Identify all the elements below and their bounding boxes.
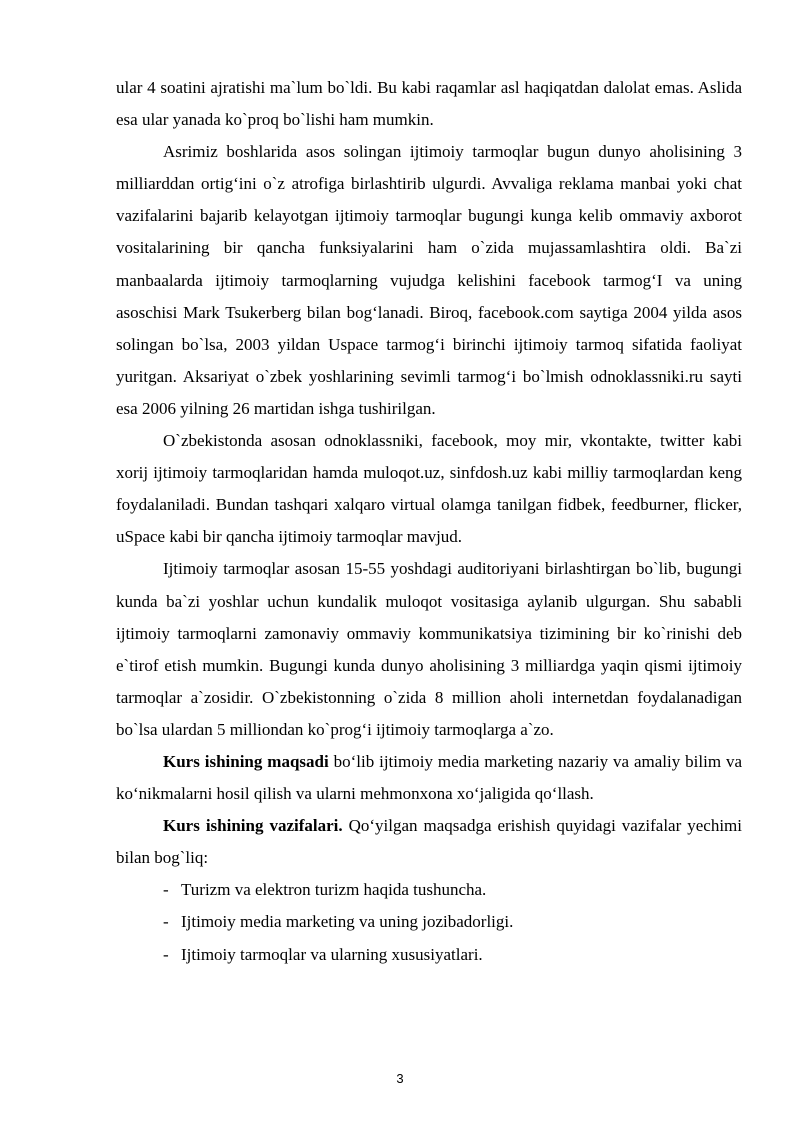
list-item-text: Turizm va elektron turizm haqida tushuncha. [181,880,487,900]
document-body [116,72,742,971]
goal-heading: Kurs ishining maqsadi [163,751,329,771]
list-item-text: Ijtimoiy media marketing va uning jozibadorligi. [181,912,514,932]
list-item [116,939,742,971]
list-item [116,874,742,906]
goal-text: bo‘lib ijtimoiy media marketing nazariy va amaliy bilim va ko‘nikmalarni hosil qilish va ularni mehmonxona xo‘jaligida qo‘llash. [116,751,742,804]
list-dash: - [163,944,169,964]
tasks-heading: Kurs ishining vazifalari. [163,816,343,836]
list-dash: - [163,912,169,932]
paragraph-4: Ijtimoiy tarmoqlar asosan 15-55 yoshdagi auditoriyani birlashtirgan bo`lib, bugungi kunda ba`zi yoshlar uchun kundalik muloqot vositasiga aylanib ulgurgan. Shu sababli ijtimoiy tarmoqlarni zamonaviy ommaviy kommunikatsiya tizimining bir ko`rinishi deb e`tirof etish mumkin. Bugungi kunda dunyo aholisining 3 milliardga yaqin qismi ijtimoiy tarmoqlar a`zosidir. O`zbekistonning o`zida 8 million aholi internetdan foydalanadigan bo`lsa ulardan 5 milliondan ko`prog‘i ijtimoiy tarmoqlarga a`zo. [116,559,742,739]
paragraph-2: Asrimiz boshlarida asos solingan ijtimoiy tarmoqlar bugun dunyo aholisining 3 milliarddan ortig‘ini o`z atrofiga birlashtirib ulgurdi. Avvaliga reklama manbai yoki chat vazifalarini bajarib kelayotgan ijtimoiy tarmoqlar bugungi kunga kelib ommaviy axborot vositalarining bir qancha funksiyalarini ham o`zida mujassamlashtira oldi. Ba`zi manbaalarda ijtimoiy tarmoqlarning vujudga kelishini facebook tarmog‘I va uning asoschisi Mark Tsukerberg bilan bog‘lanadi. Biroq, facebook.com saytiga 2004 yilda asos solingan bo`lsa, 2003 yildan Uspace tarmog‘i birinchi ijtimoiy tarmoq sifatida faoliyat yuritgan. Aksariyat o`zbek yoshlarining sevimli tarmog‘i bo`lmish odnoklassniki.ru sayti esa 2006 yilning 26 martidan ishga tushirilgan. [116,142,742,418]
task-list [116,874,742,970]
list-dash: - [163,880,169,900]
paragraph-3: O`zbekistonda asosan odnoklassniki, facebook, moy mir, vkontakte, twitter kabi xorij ijtimoiy tarmoqlaridan hamda muloqot.uz, sinfdosh.uz kabi milliy tarmoqlardan keng foydalaniladi. Bundan tashqari xalqaro virtual olamga tanilgan fidbek, feedburner, flicker, uSpace kabi bir qancha ijtimoiy tarmoqlar mavjud. [116,431,742,547]
paragraph-1: ular 4 soatini ajratishi ma`lum bo`ldi. Bu kabi raqamlar asl haqiqatdan dalolat emas. Aslida esa ular yanada ko`proq bo`lishi ham mumkin. [116,78,742,130]
list-item-text: Ijtimoiy tarmoqlar va ularning xususiyatlari. [181,944,483,964]
list-item [116,906,742,938]
tasks-text: Qo‘yilgan maqsadga erishish quyidagi vazifalar yechimi bilan bog`liq: [116,816,742,868]
paragraph-goal [116,746,742,810]
page-number: 3 [396,1071,404,1086]
paragraph-tasks [116,810,742,874]
